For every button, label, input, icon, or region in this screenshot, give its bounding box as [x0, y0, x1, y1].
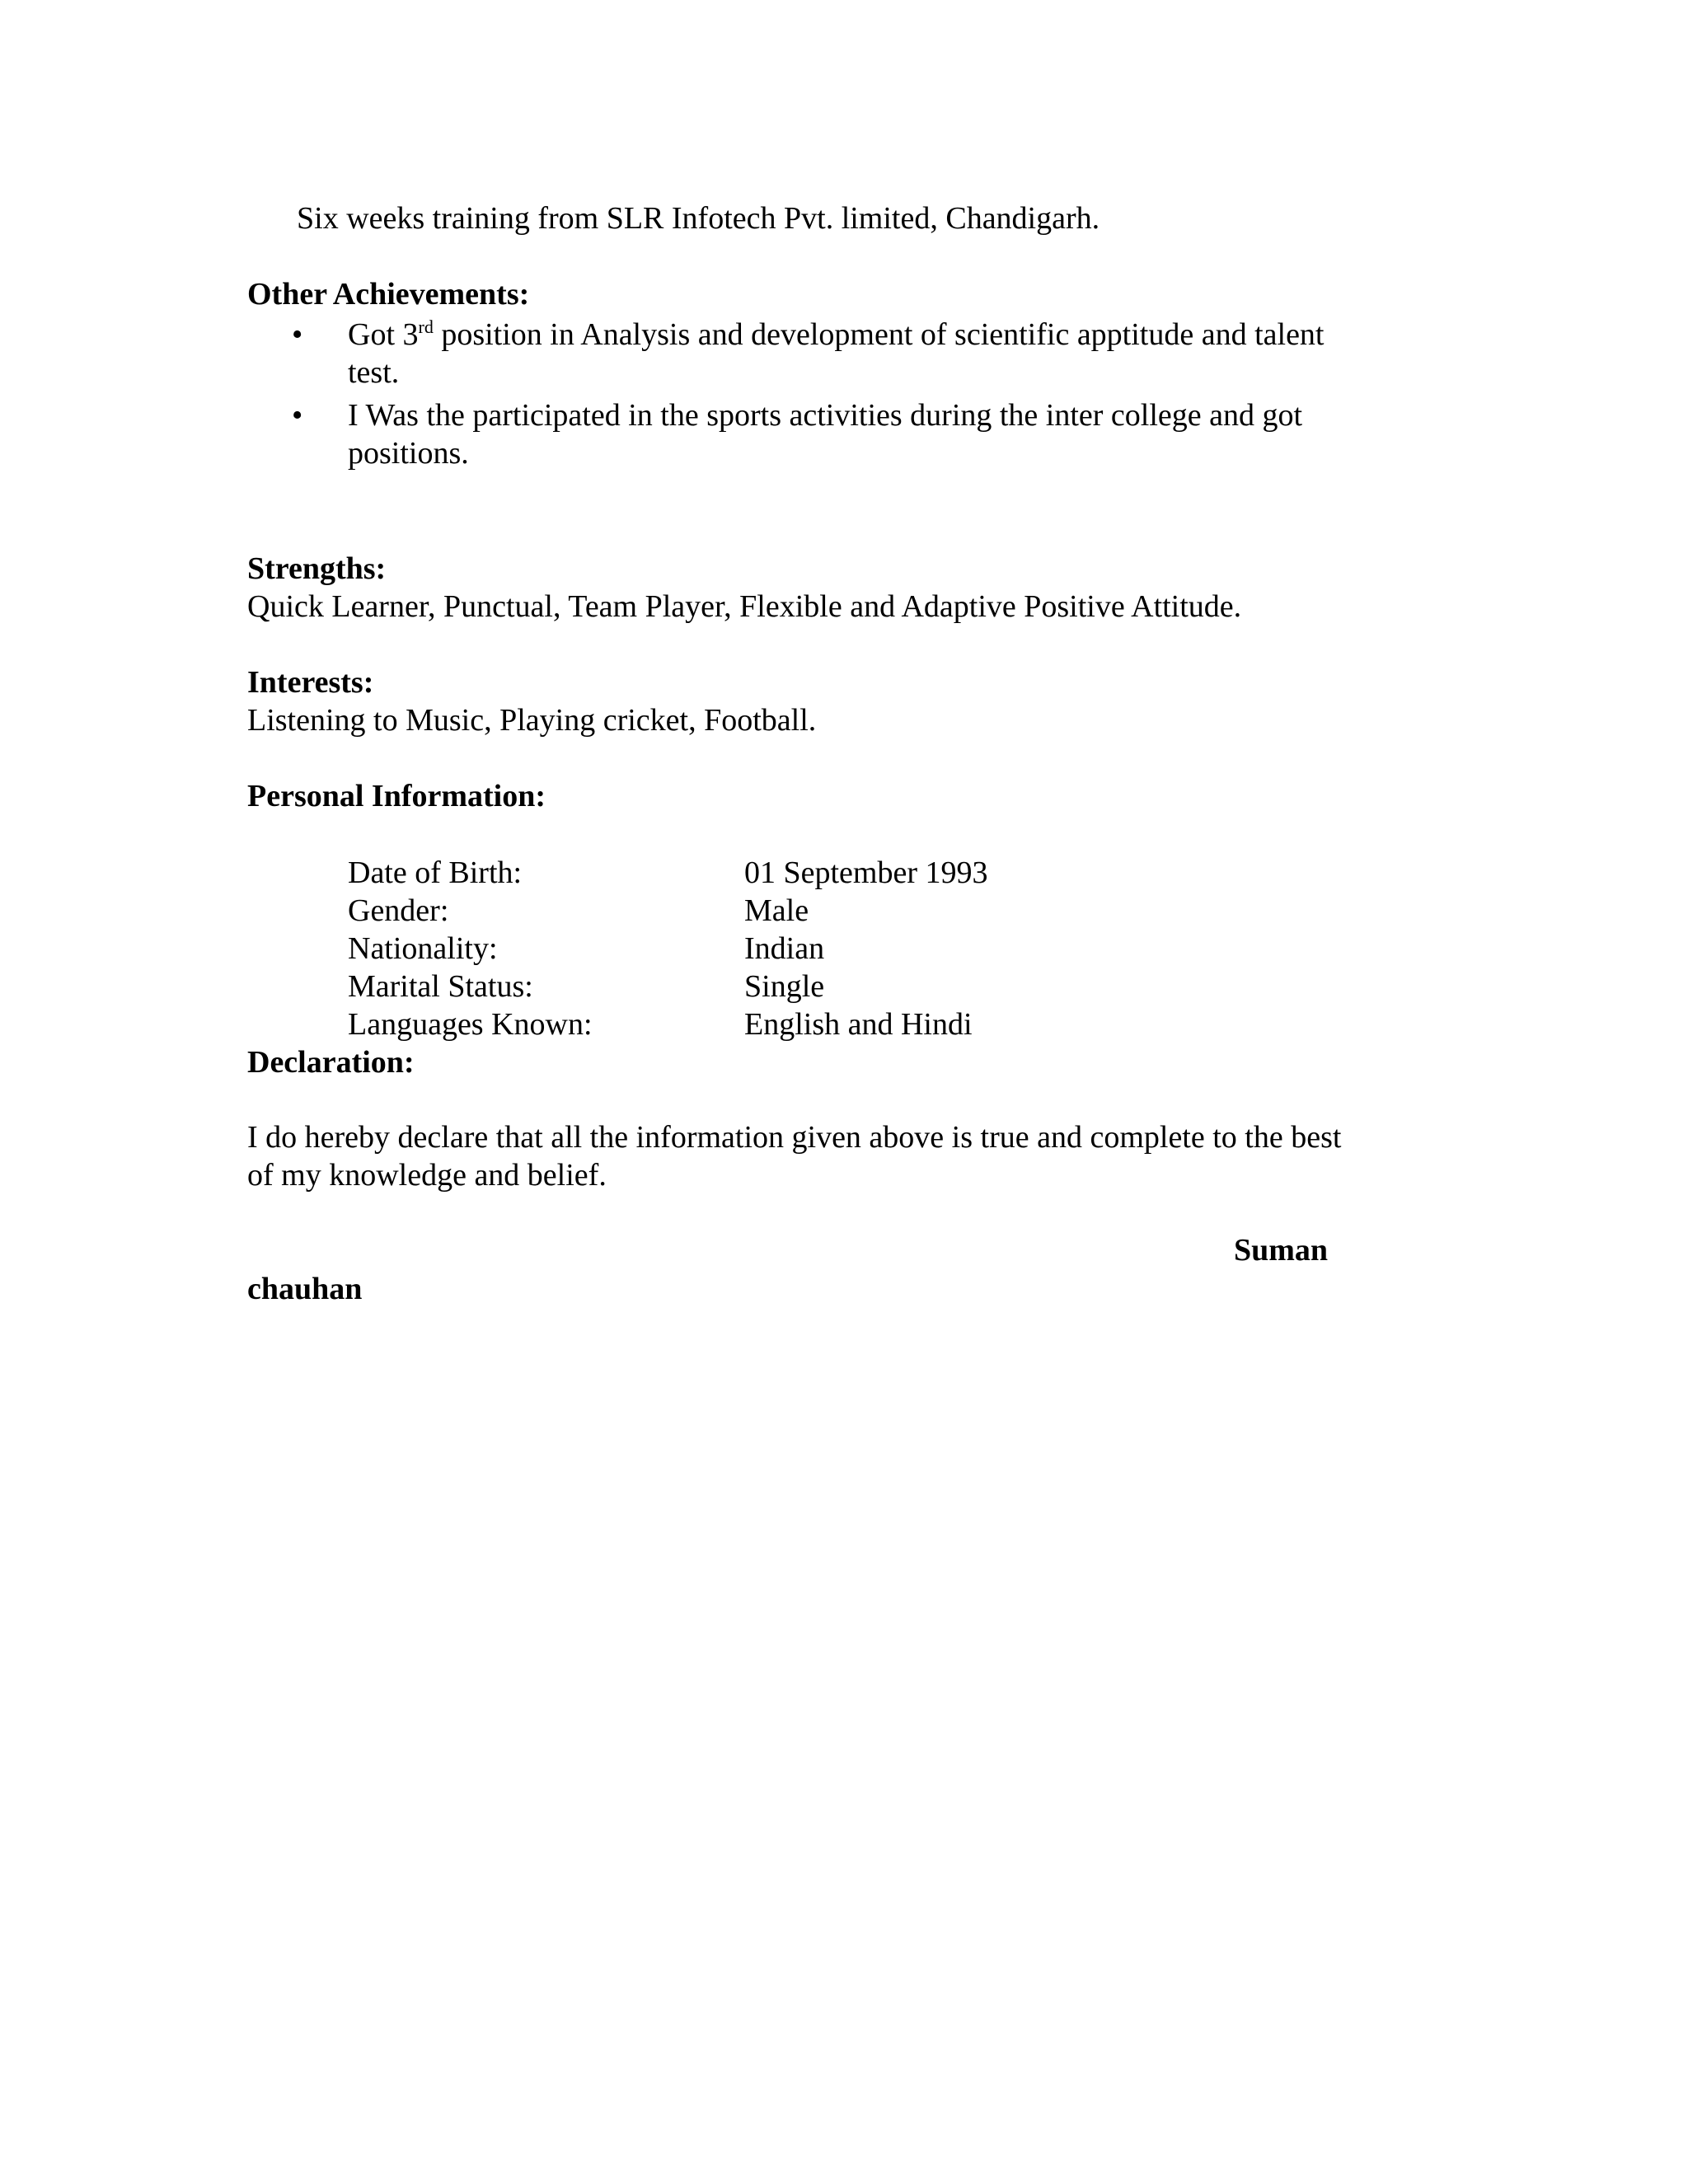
achievement-1-post: position in Analysis and development of scientific apptitude and talent — [433, 317, 1325, 352]
declaration-line-1: I do hereby declare that all the information given above is true and complete to the best — [247, 1120, 1342, 1155]
dob-value: 01 September 1993 — [744, 855, 988, 890]
gender-label: Gender: — [348, 893, 449, 928]
nationality-value: Indian — [744, 931, 825, 966]
strengths-heading: Strengths: — [247, 551, 387, 586]
declaration-line-2: of my knowledge and belief. — [247, 1158, 607, 1193]
signature-first-name: Suman — [1234, 1233, 1329, 1268]
achievement-2-line2: positions. — [348, 436, 469, 471]
achievement-1-line2: test. — [348, 355, 400, 390]
achievement-text-2 — [348, 396, 1419, 472]
bullet-icon: • — [292, 398, 303, 433]
interests-text: Listening to Music, Playing cricket, Football. — [247, 703, 817, 738]
other-achievements-heading: Other Achievements: — [247, 277, 530, 312]
achievement-2-line1: I Was the participated in the sports activities during the inter college and got — [348, 398, 1303, 433]
languages-label: Languages Known: — [348, 1007, 593, 1042]
marital-status-label: Marital Status: — [348, 969, 533, 1004]
achievement-text-1 — [348, 316, 1419, 391]
interests-heading: Interests: — [247, 665, 374, 700]
achievement-1-sup: rd — [418, 316, 434, 337]
bullet-icon: • — [292, 317, 303, 352]
achievement-1-pre: Got 3 — [348, 317, 419, 352]
languages-value: English and Hindi — [744, 1007, 973, 1042]
training-line: Six weeks training from SLR Infotech Pvt. limited, Chandigarh. — [297, 201, 1100, 236]
nationality-label: Nationality: — [348, 931, 498, 966]
personal-information-heading: Personal Information: — [247, 779, 546, 813]
signature-last-name: chauhan — [247, 1272, 363, 1306]
declaration-heading: Declaration: — [247, 1045, 415, 1080]
gender-value: Male — [744, 893, 809, 928]
dob-label: Date of Birth: — [348, 855, 523, 890]
strengths-text: Quick Learner, Punctual, Team Player, Flexible and Adaptive Positive Attitude. — [247, 589, 1242, 624]
marital-status-value: Single — [744, 969, 825, 1004]
